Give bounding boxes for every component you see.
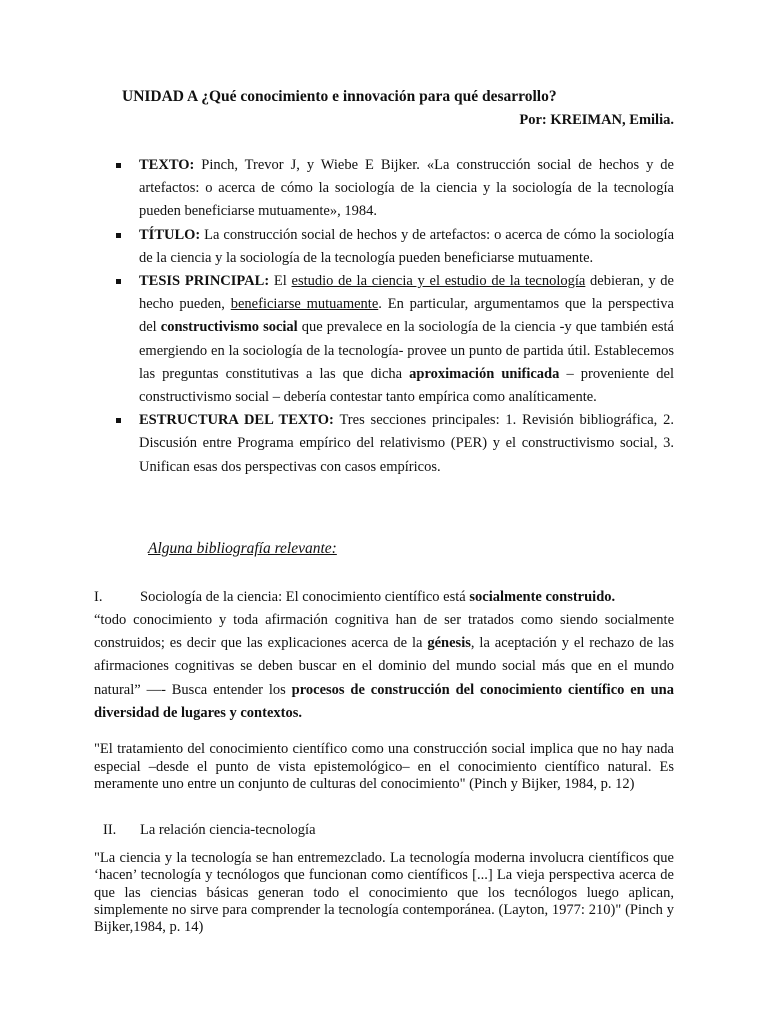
roman-numeral: II. [103,822,117,838]
underlined-phrase: estudio de la ciencia y el estudio de la tecnología [291,273,586,290]
document-title: UNIDAD A ¿Qué conocimiento e innovación para qué desarrollo? [122,88,557,105]
section-one [94,586,674,794]
section-paragraph [94,609,674,725]
underlined-phrase: beneficiarse mutuamente [230,296,379,313]
square-bullet-icon [116,233,121,238]
summary-list [114,154,674,479]
paragraph-text: , la aceptación y el rechazo de las afirmaciones cognitivas se deben buscar en el dominio del mundo social más que en el mundo natural” —- Busca entender los [94,635,674,698]
list-item-tesis [114,270,674,409]
bullet-text: Pinch, Trevor J, y Wiebe E Bijker. «La construcción social de hechos y de artefactos: o acerca de cómo la sociología de la ciencia y la sociología de la tecnología pueden beneficiarse mutuamente», 1984. [139,157,674,220]
square-bullet-icon [116,279,121,284]
bibliography-heading: Alguna bibliografía relevante: [148,540,337,557]
block-quote: "El tratamiento del conocimiento científico como una construcción social implica que no hay nada especial –desde el punto de vista epistemológico– en el conocimiento científico natural. Es meramente uno entre un conjunto de culturas del conocimiento" (Pinch y Bijker, 1984, p. 12) [94,741,674,793]
section-heading-text: La relación ciencia-tecnología [140,822,316,838]
bullet-text: – proveniente del constructivismo social – debería contestar tanto empírica como analíticamente. [139,365,674,406]
square-bullet-icon [116,163,121,168]
section-heading [94,586,674,609]
bold-phrase: socialmente construido. [469,589,616,605]
list-item-texto [114,154,674,224]
bullet-text: debieran, y de hecho pueden, [139,273,674,313]
section-two [94,820,674,936]
bullet-text: El [269,273,292,290]
list-item-estructura [114,409,674,479]
bold-phrase: génesis [427,635,471,652]
bold-phrase: constructivismo social [160,319,298,336]
list-item-titulo [114,224,674,270]
bullet-label: TEXTO: [139,157,195,173]
bullet-text: que prevalece en la sociología de la ciencia -y que también está emergiendo en la sociología de la tecnología- provee un punto de partida útil. Establecemos las preguntas constitutivas a las que dicha [139,319,674,382]
bullet-text: Tres secciones principales: 1. Revisión bibliográfica, 2. Discusión entre Programa empírico del relativismo (PER) y el constructivismo social, 3. Unifican esas dos perspectivas con casos empíricos. [139,412,674,475]
bullet-label: ESTRUCTURA DEL TEXTO: [139,412,334,429]
author-byline: Por: KREIMAN, Emilia. [519,112,674,128]
paragraph-text: “todo conocimiento y toda afirmación cognitiva han de ser tratados como siendo socialmente construidos; es decir que las explicaciones acerca de la [94,612,674,652]
bullet-label: TESIS PRINCIPAL: [139,273,270,290]
bullet-label: TÍTULO: [139,226,201,243]
roman-numeral: I. [94,589,103,605]
block-quote: "La ciencia y la tecnología se han entremezclado. La tecnología moderna involucra científicos que ‘hacen’ tecnología y tecnólogos que funcionan como científicos [...] La vieja perspectiva acerca de que las ciencias básicas generan todo el conocimiento que los tecnólogos luego aplican, simplemente no sirve para comprender la tecnología contemporánea. (Layton, 1977: 210)" (Pinch y Bijker,1984, p. 14) [94,850,674,936]
bullet-text: . En particular, argumentamos que la perspectiva del [139,296,674,336]
bold-phrase: procesos de construcción del conocimiento científico en una diversidad de lugares y contextos. [94,681,674,721]
square-bullet-icon [116,418,121,423]
section-heading-text: Sociología de la ciencia: El conocimiento científico está [140,589,470,605]
bold-phrase: aproximación unificada [409,365,560,382]
bullet-text: La construcción social de hechos y de artefactos: o acerca de cómo la sociología de la ciencia y la sociología de la tecnología pueden beneficiarse mutuamente. [139,226,674,266]
section-heading [94,820,674,840]
